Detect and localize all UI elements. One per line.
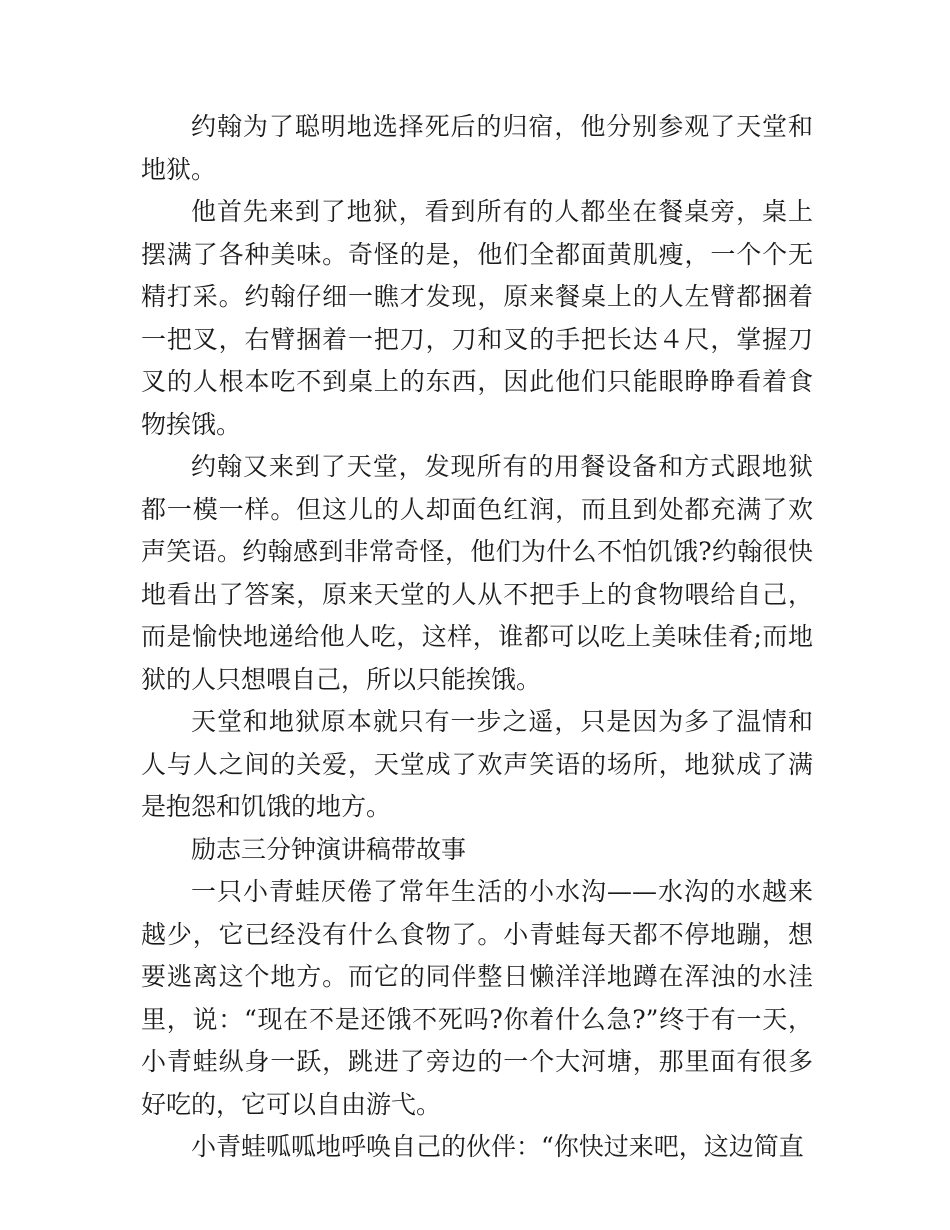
paragraph-frog-call: 小青蛙呱呱地呼唤自己的伙伴：“你快过来吧，这边简直: [191, 1132, 804, 1161]
paragraph-hell: 他首先来到了地狱，看到所有的人都坐在餐桌旁，桌上摆满了各种美味。奇怪的是，他们全都面黄肌瘦，一个个无精打采。约翰仔细一瞧才发现，原来餐桌上的人左臂都捆着一把叉，右臂捆着一把刀，刀和叉的手把长达４尺，掌握刀叉的人根本吃不到桌上的东西，因此他们只能眼睁睁看着食物挨饿。: [141, 197, 813, 439]
paragraph-frog-story: 一只小青蛙厌倦了常年生活的小水沟——水沟的水越来越少，它已经没有什么食物了。小青蛙每天都不停地蹦，想要逃离这个地方。而它的同伴整日懒洋洋地蹲在浑浊的水洼里，说：“现在不是还饿不死吗?你着什么急?”终于有一天，小青蛙纵身一跃，跳进了旁边的一个大河塘，那里面有很多好吃的，它可以自由游弋。: [141, 877, 813, 1119]
paragraph-moral: 天堂和地狱原本就只有一步之遥，只是因为多了温情和人与人之间的关爱，天堂成了欢声笑语的场所，地狱成了满是抱怨和饥饿的地方。: [141, 707, 813, 821]
paragraph-heaven: 约翰又来到了天堂，发现所有的用餐设备和方式跟地狱都一模一样。但这儿的人却面色红润，而且到处都充满了欢声笑语。约翰感到非常奇怪，他们为什么不怕饥饿?约翰很快地看出了答案，原来天堂的人从不把手上的食物喂给自己，而是愉快地递给他人吃，这样，谁都可以吃上美味佳肴;而地狱的人只想喂自己，所以只能挨饿。: [141, 452, 813, 694]
document-body: [141, 106, 813, 1169]
paragraph-intro: 约翰为了聪明地选择死后的归宿，他分别参观了天堂和地狱。: [141, 112, 813, 184]
section-heading: 励志三分钟演讲稿带故事: [191, 834, 467, 864]
